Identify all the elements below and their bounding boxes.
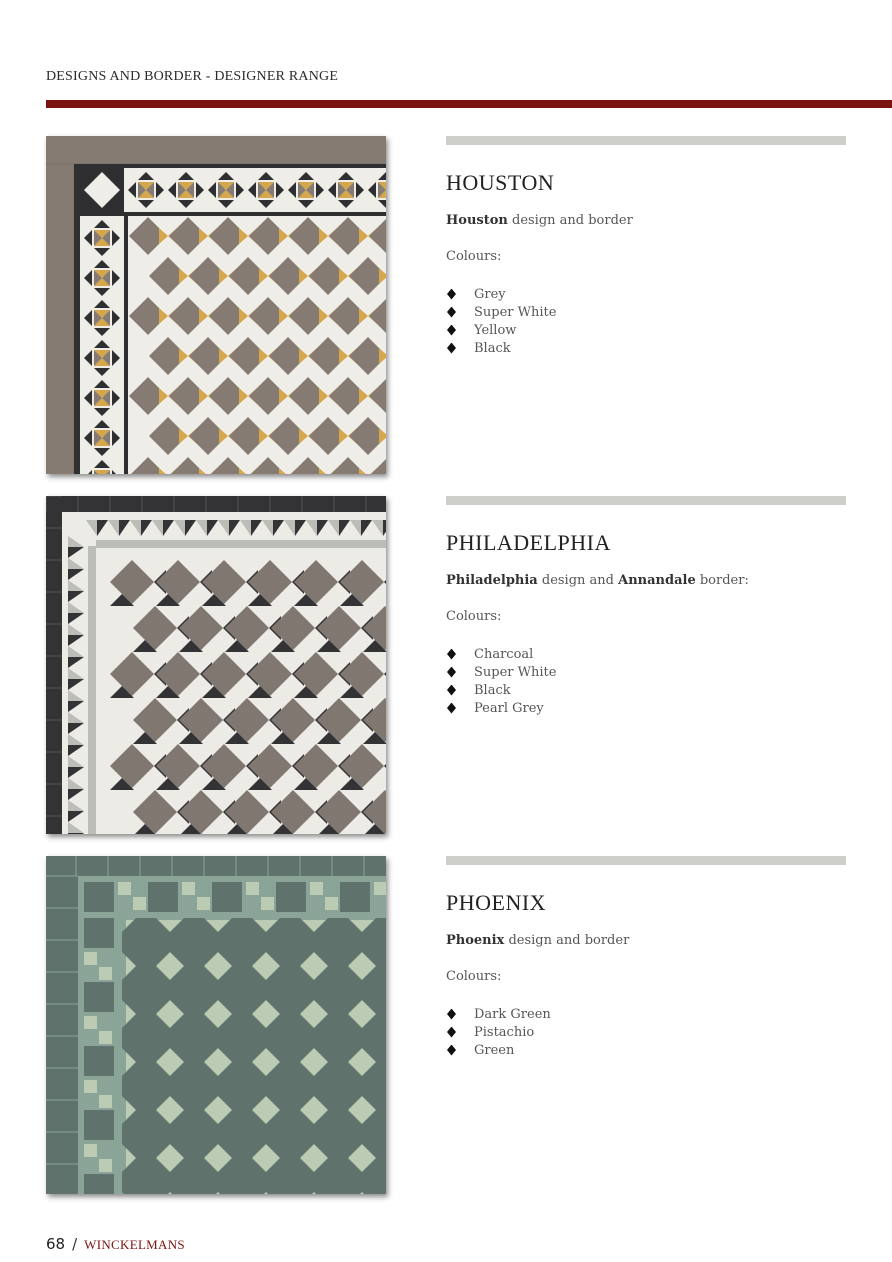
colour-name: Charcoal [474,646,534,662]
section-bar [446,496,846,505]
section-title: HOUSTON [446,170,555,195]
footer-separator: / [72,1235,78,1253]
colour-item [446,339,556,357]
bullet-diamond-icon [447,1045,456,1056]
page-header: DESIGNS AND BORDER - DESIGNER RANGE [46,69,339,84]
colour-item [446,303,556,321]
colour-name: Super White [474,664,557,680]
colour-name: Super White [474,304,557,320]
desc-text: design and [537,573,619,588]
colours-list [446,1005,551,1059]
header-rule [46,100,892,108]
desc-text: design and border [507,213,633,228]
colours-list [446,285,556,357]
colour-name: Grey [474,286,506,302]
colour-item [446,681,556,699]
desc-text: border: [695,573,749,588]
section-bar [446,136,846,145]
colour-item [446,285,556,303]
design-name: Phoenix [446,933,505,948]
section-philadelphia [0,496,892,836]
colour-item [446,663,556,681]
bullet-diamond-icon [447,667,456,678]
colour-item [446,699,556,717]
colour-item [446,1005,551,1023]
colour-name: Pearl Grey [474,700,544,716]
page-number: 68 [46,1235,66,1253]
section-title: PHILADELPHIA [446,530,611,555]
section-description [446,933,629,948]
page-footer [46,1235,185,1253]
colour-name: Pistachio [474,1024,535,1040]
bullet-diamond-icon [447,685,456,696]
design-name: Philadelphia [446,573,538,588]
bullet-diamond-icon [447,1027,456,1038]
colours-label: Colours: [446,249,502,264]
bullet-diamond-icon [447,703,456,714]
colour-name: Dark Green [474,1006,551,1022]
colour-name: Black [474,340,511,356]
bullet-diamond-icon [447,1009,456,1020]
philadelphia-tile-image [46,496,386,834]
colours-label: Colours: [446,609,502,624]
colour-item [446,321,556,339]
colour-name: Black [474,682,511,698]
section-description [446,573,749,588]
colour-name: Yellow [474,322,517,338]
colour-item [446,645,556,663]
desc-text: design and border [504,933,630,948]
houston-tile-image [46,136,386,474]
brand-name: WINCKELMANS [84,1237,185,1252]
bullet-diamond-icon [447,289,456,300]
colour-item [446,1023,551,1041]
bullet-diamond-icon [447,325,456,336]
colours-list [446,645,556,717]
colour-item [446,1041,551,1059]
section-title: PHOENIX [446,890,547,915]
colour-name: Green [474,1042,515,1058]
bullet-diamond-icon [447,307,456,318]
border-name: Annandale [618,573,696,588]
section-bar [446,856,846,865]
section-description [446,213,633,228]
section-phoenix [0,856,892,1196]
colours-label: Colours: [446,969,502,984]
design-name: Houston [446,213,508,228]
bullet-diamond-icon [447,649,456,660]
section-houston [0,136,892,476]
bullet-diamond-icon [447,343,456,354]
phoenix-tile-image [46,856,386,1194]
